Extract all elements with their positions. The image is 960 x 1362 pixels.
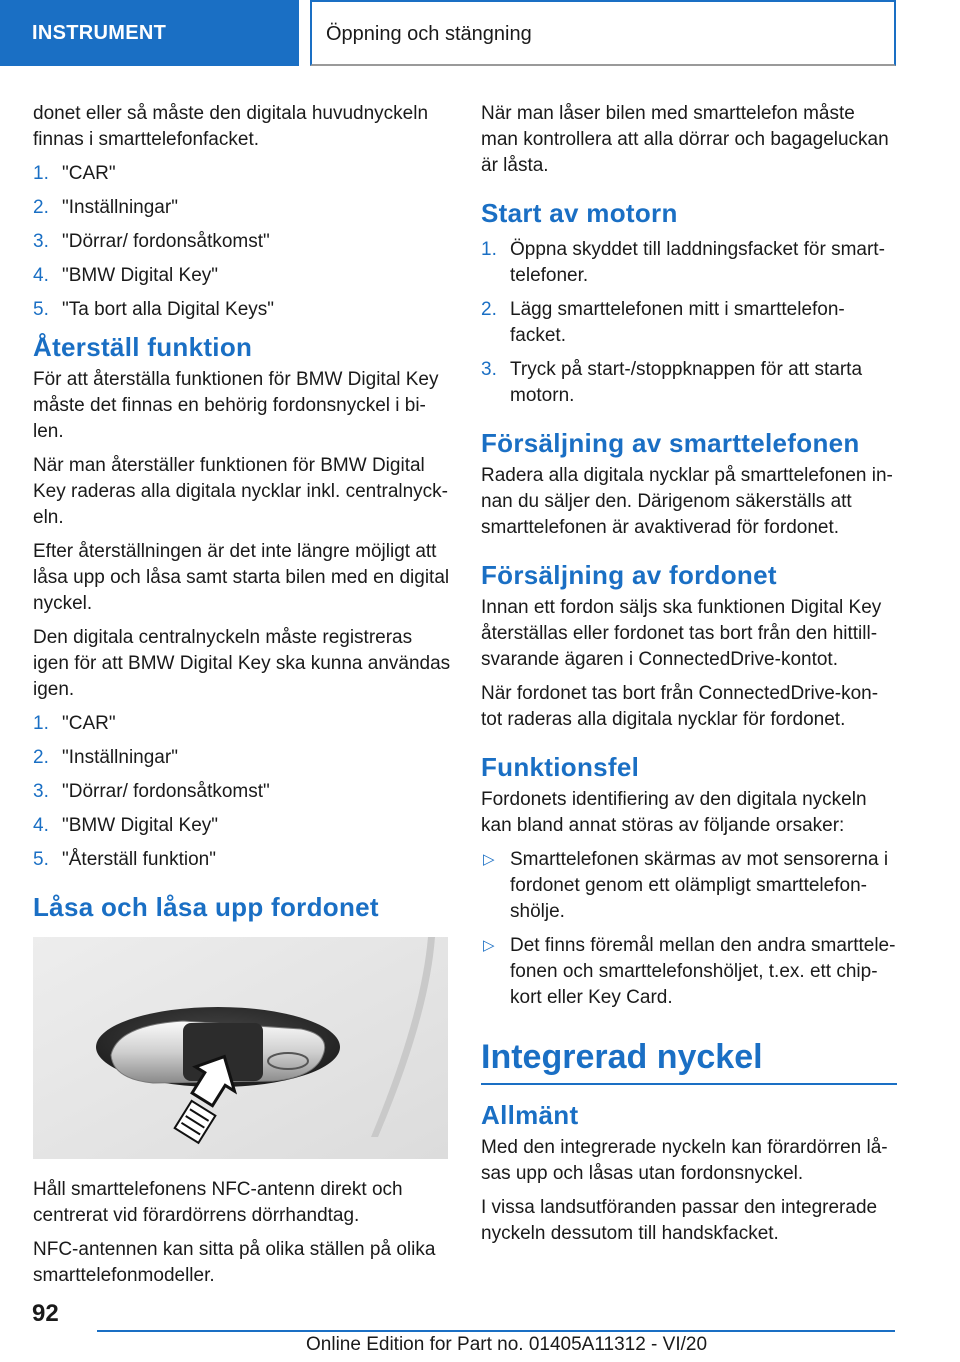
list-item: 1. "CAR" [33, 711, 451, 737]
list-item: 5. "Återställ funktion" [33, 847, 451, 873]
list-item: 2. Lägg smarttelefonen mitt i smarttelefon-facket. [481, 299, 845, 346]
chapter-title: Öppning och stängning [310, 0, 896, 66]
footer-divider [97, 1330, 895, 1332]
heading-lock-unlock: Låsa och låsa upp fordonet [33, 892, 379, 922]
paragraph: NFC-antennen kan sitta på olika ställen på olika smarttelefonmodeller. [33, 1239, 436, 1286]
paragraph: När fordonet tas bort från ConnectedDrive-kon-tot raderas alla digitala nycklar för fordonet. [481, 683, 879, 730]
step-number: 3. [33, 231, 49, 252]
left-intro: donet eller så måste den digitala huvudnyckeln finnas i smarttelefonfacket. [33, 103, 429, 150]
fault-causes-list [481, 847, 897, 1011]
step-number: 3. [33, 781, 49, 802]
step-number: 1. [33, 713, 49, 734]
right-intro: När man låser bilen med smarttelefon måste man kontrollera att alla dörrar och bagageluckan är låsta. [481, 103, 889, 176]
step-number: 2. [481, 299, 497, 320]
paragraph: Efter återställningen är det inte längre möjligt att låsa upp och låsa samt starta bilen med en digital nyckel. [33, 541, 450, 614]
section-tab: INSTRUMENT [0, 0, 299, 66]
list-item: 2. "Inställningar" [33, 195, 451, 221]
step-number: 1. [33, 163, 49, 184]
heading-integrated-key: Integrerad nyckel [481, 1035, 897, 1085]
paragraph: Den digitala centralnyckeln måste registreras igen för att BMW Digital Key ska kunna användas igen. [33, 627, 451, 700]
list-item: 3. "Dörrar/ fordonsåtkomst" [33, 229, 451, 255]
paragraph: Fordonets identifiering av den digitala nyckeln kan bland annat störas av följande orsaker: [481, 789, 867, 836]
list-item: 4. "BMW Digital Key" [33, 263, 451, 289]
list-item: 3. Tryck på start-/stoppknappen för att starta motorn. [481, 359, 863, 406]
step-number: 4. [33, 265, 49, 286]
start-engine-steps [481, 237, 897, 409]
list-item: 4. "BMW Digital Key" [33, 813, 451, 839]
step-number: 5. [33, 849, 49, 870]
heading-reset-function: Återställ funktion [33, 332, 253, 362]
paragraph: Med den integrerade nyckeln kan förardörren lå-sas upp och låsas utan fordonsnyckel. [481, 1137, 888, 1184]
list-item: ▷ Smarttelefonen skärmas av mot sensorerna i fordonet genom ett olämpligt smarttelefon-shölje. [483, 849, 889, 922]
door-handle-nfc-image [33, 937, 448, 1159]
door-handle-illustration [33, 937, 448, 1159]
list-item: 3. "Dörrar/ fordonsåtkomst" [33, 779, 451, 805]
triangle-bullet-icon: ▷ [483, 937, 495, 954]
paragraph: För att återställa funktionen för BMW Digital Key måste det finnas en behörig fordonsnyckel i bi-len. [33, 369, 439, 442]
step-number: 2. [33, 747, 49, 768]
paragraph: När man återställer funktionen för BMW Digital Key raderas alla digitala nycklar inkl. centralnyck-eln. [33, 455, 449, 528]
left-column [33, 101, 451, 1297]
edition-note: Online Edition for Part no. 01405A11312 - VI/20 [306, 1334, 708, 1355]
step-number: 1. [481, 239, 497, 260]
paragraph: Radera alla digitala nycklar på smarttelefonen in-nan du säljer den. Därigenom säkerställs att smarttelefonen är avaktiverad för fordonet. [481, 465, 893, 538]
heading-start-engine: Start av motorn [481, 198, 678, 228]
right-column [481, 101, 897, 1255]
step-number: 2. [33, 197, 49, 218]
remove-keys-steps [33, 161, 451, 323]
heading-sell-phone: Försäljning av smarttelefonen [481, 428, 860, 458]
list-item: 2. "Inställningar" [33, 745, 451, 771]
heading-sell-vehicle: Försäljning av fordonet [481, 560, 777, 590]
paragraph: Innan ett fordon säljs ska funktionen Digital Key återställas eller fordonet tas bort från den hittill-svarande ägaren i ConnectedDrive-kontot. [481, 597, 882, 670]
heading-general: Allmänt [481, 1100, 579, 1130]
triangle-bullet-icon: ▷ [483, 851, 495, 868]
step-number: 5. [33, 299, 49, 320]
list-item: 1. Öppna skyddet till laddningsfacket för smart-telefoner. [481, 239, 885, 286]
page-number: 92 [32, 1300, 59, 1327]
page-header [0, 0, 960, 66]
list-item: 1. "CAR" [33, 161, 451, 187]
paragraph: Håll smarttelefonens NFC-antenn direkt och centrerat vid förardörrens dörrhandtag. [33, 1179, 403, 1226]
list-item: 5. "Ta bort alla Digital Keys" [33, 297, 451, 323]
step-number: 4. [33, 815, 49, 836]
reset-steps [33, 711, 451, 873]
list-item: ▷ Det finns föremål mellan den andra smarttele-fonen och smarttelefonshöljet, t.ex. ett chip-kort eller Key Card. [483, 935, 896, 1008]
paragraph: I vissa landsutföranden passar den integrerade nyckeln dessutom till handskfacket. [481, 1197, 878, 1244]
step-number: 3. [481, 359, 497, 380]
heading-malfunction: Funktionsfel [481, 752, 640, 782]
